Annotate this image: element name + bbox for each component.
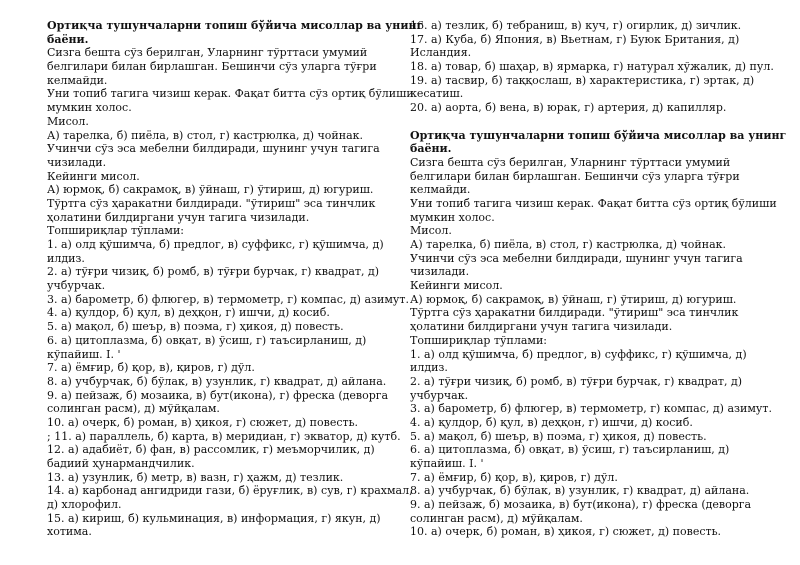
text-line: 2. а) тўғри чизиқ, б) ромб, в) тўғри бурчак, г) квадрат, д) — [47, 265, 380, 279]
left-body — [47, 46, 414, 539]
text-line: илдиз. — [410, 361, 448, 375]
text-line: 10. а) очерк, б) роман, в) ҳикоя, г) сюжет, д) повесть. — [410, 525, 722, 539]
text-line: бадиий ҳунармандчилик. — [47, 457, 195, 470]
text-line: чизилади. — [410, 265, 470, 279]
text-line: 8. а) учбурчак, б) бўлак, в) узунлик, г) квадрат, д) айлана. — [410, 484, 750, 498]
text-line: келмайди. — [47, 73, 108, 87]
left-column — [47, 19, 424, 539]
text-line: Уни топиб тагига чизиш керак. Фақат битта сўз ортиқ бўлиши — [410, 196, 777, 210]
text-line: Кейинги мисол. — [410, 279, 503, 293]
text-line: солинган расм), д) мўйқалам. — [47, 402, 220, 416]
text-line: 10. а) очерк, б) роман, в) ҳикоя, г) сюжет, д) повесть. — [47, 415, 359, 429]
text-line: чизилади. — [47, 155, 107, 169]
text-line: 6. а) цитоплазма, б) овқат, в) ўсиш, г) таъсирланиш, д) — [410, 443, 730, 457]
text-line: Учинчи сўз эса мебелни билдиради, шунинг учун тагига — [47, 142, 380, 156]
right-body — [410, 156, 782, 539]
text-line: 1. а) олд қўшимча, б) предлог, в) суффикс, г) қўшимча, д) — [47, 238, 384, 251]
text-line: 3. а) барометр, б) флюгер, в) термометр, г) компас, д) азимут. — [47, 292, 409, 306]
text-line: мумкин холос. — [47, 101, 132, 115]
text-line: Мисол. — [410, 224, 452, 238]
text-line: 20. а) аорта, б) вена, в) юрак, г) артерия, д) капилляр. — [410, 101, 727, 115]
text-line: Учинчи сўз эса мебелни билдиради, шунинг учун тагига — [410, 251, 743, 265]
text-line: 5. а) мақол, б) шеър, в) поэма, г) ҳикоя, д) повесть. — [410, 429, 707, 443]
text-line: 9. а) пейзаж, б) мозаика, в) бут(икона), г) фреска (деворга — [47, 388, 389, 402]
text-line: ҳолатини билдиргани учун тагига чизилади. — [410, 320, 673, 334]
text-line: Тўртга сўз ҳаракатни билдиради. "ўтириш" эса тинчлик — [410, 306, 739, 320]
text-line: 18. а) товар, б) шаҳар, в) ярмарка, г) натурал хўжалик, д) пул. — [410, 60, 774, 74]
text-line: 7. а) ёмғир, б) қор, в), қиров, г) дўл. — [410, 470, 618, 484]
text-line: А) тарелка, б) пиёла, в) стол, г) кастрюлка, д) чойнак. — [410, 238, 726, 251]
text-line: А) тарелка, б) пиёла, в) стол, г) кастрюлка, д) чойнак. — [47, 128, 363, 142]
left-title — [47, 19, 424, 46]
text-line: кесатиш. — [410, 87, 464, 101]
text-line: Исландия. — [410, 46, 472, 60]
text-line: келмайди. — [410, 183, 471, 197]
text-line: Мисол. — [47, 114, 89, 128]
text-line: ҳолатини билдиргани учун тагига чизилади. — [47, 210, 310, 224]
text-line: 4. а) қулдор, б) қул, в) деҳқон, г) ишчи, д) косиб. — [410, 415, 693, 429]
text-line: 16. а) тезлик, б) тебраниш, в) куч, г) огирлик, д) зичлик. — [410, 19, 742, 32]
text-line: 7. а) ёмғир, б) қор, в), қиров, г) дўл. — [47, 361, 255, 375]
text-line: Тўртга сўз ҳаракатни билдиради. "ўтириш" эса тинчлик — [47, 196, 376, 210]
text-line: Кейинги мисол. — [47, 169, 140, 183]
text-line: белгилари билан бирлашган. Бешинчи сўз уларга тўғри — [410, 169, 740, 183]
text-line: 1. а) олд қўшимча, б) предлог, в) суффикс, г) қўшимча, д) — [410, 347, 747, 361]
text-line: 9. а) пейзаж, б) мозаика, в) бут(икона), г) фреска (деворга — [410, 498, 752, 512]
text-line: 8. а) учбурчак, б) бўлак, в) узунлик, г) квадрат, д) айлана. — [47, 374, 387, 388]
text-line: Уни топиб тагига чизиш керак. Фақат битта сўз ортиқ бўлиши — [47, 87, 414, 101]
text-line: Сизга бешта сўз берилган, Уларнинг тўрттаси умумий — [410, 155, 731, 169]
text-line: 19. а) тасвир, б) таққослаш, в) характеристика, г) эртак, д) — [410, 73, 755, 87]
text-line: 5. а) мақол, б) шеър, в) поэма, г) ҳикоя, д) повесть. — [47, 320, 344, 334]
text-line: солинган расм), д) мўйқалам. — [410, 511, 583, 525]
text-line: ; 11. а) параллель, б) карта, в) меридиан, г) экватор, д) кутб. — [47, 429, 401, 443]
right-title — [410, 128, 787, 156]
title-line: баёни. — [410, 142, 452, 156]
text-line: А) юрмоқ, б) сакрамоқ, в) ўйнаш, г) ўтириш, д) югуриш. — [47, 183, 374, 197]
section-gap — [410, 115, 782, 129]
text-line: 4. а) қулдор, б) қул, в) деҳқон, г) ишчи, д) косиб. — [47, 306, 330, 320]
text-line: 3. а) барометр, б) флюгер, в) термометр, г) компас, д) азимут. — [410, 402, 772, 416]
text-line: 17. а) Куба, б) Япония, в) Вьетнам, г) Буюк Британия, д) — [410, 32, 740, 46]
text-line: Сизга бешта сўз берилган, Уларнинг тўрттаси умумий — [47, 46, 368, 60]
right-column — [410, 19, 787, 539]
title-line: Ортиқча тушунчаларни топиш бўйича мисоллар ва унинг — [47, 19, 424, 32]
text-line: А) юрмоқ, б) сакрамоқ, в) ўйнаш, г) ўтириш, д) югуриш. — [410, 292, 737, 306]
text-line: 12. а) адабиёт, б) фан, в) рассомлик, г) меъморчилик, д) — [47, 443, 375, 457]
text-line: 15. а) кириш, б) кульминация, в) информация, г) якун, д) — [47, 511, 381, 525]
right-top-list — [410, 19, 782, 115]
text-line: учбурчак. — [47, 279, 106, 293]
text-line: учбурчак. — [410, 388, 469, 402]
text-line: 14. а) карбонад ангидриди гази, б) ёруғлик, в) сув, г) крахмал, — [47, 484, 413, 498]
text-line: Топшириқлар тўплами: — [47, 224, 185, 238]
text-line: илдиз. — [47, 251, 85, 265]
text-line: мумкин холос. — [410, 210, 495, 224]
text-line: кўпайиш. І. ' — [47, 347, 121, 361]
title-line: баёни. — [47, 32, 89, 46]
text-line: 2. а) тўғри чизиқ, б) ромб, в) тўғри бурчак, г) квадрат, д) — [410, 374, 743, 388]
text-line: хотима. — [47, 525, 92, 539]
text-line: белгилари билан бирлашган. Бешинчи сўз уларга тўғри — [47, 60, 377, 74]
text-line: кўпайиш. І. ' — [410, 457, 484, 470]
text-line: 6. а) цитоплазма, б) овқат, в) ўсиш, г) таъсирланиш, д) — [47, 333, 367, 347]
text-line: д) хлорофил. — [47, 498, 122, 512]
text-line: Топшириқлар тўплами: — [410, 333, 548, 347]
text-line: 13. а) узунлик, б) метр, в) вазн, г) ҳажм, д) тезлик. — [47, 470, 344, 484]
title-line: Ортиқча тушунчаларни топиш бўйича мисоллар ва унинг — [410, 128, 787, 142]
